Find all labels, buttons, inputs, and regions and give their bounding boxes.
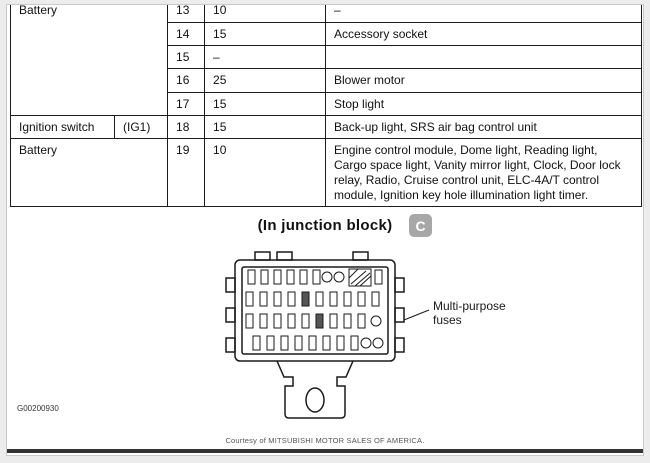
amperage-cell: 10	[205, 4, 326, 23]
fuse-number-cell: 17	[168, 93, 205, 116]
fuse-number-cell: 14	[168, 23, 205, 46]
figure-id: G00200930	[17, 404, 59, 413]
fuse-number-cell: 16	[168, 69, 205, 93]
amperage-cell: –	[205, 46, 326, 69]
fuse-number-cell: 18	[168, 116, 205, 139]
fuse-table	[10, 4, 642, 207]
amperage-cell: 25	[205, 69, 326, 93]
power-source-cell: Battery	[11, 4, 168, 116]
connector-cell: (IG1)	[115, 116, 168, 139]
circuit-cell: –	[326, 4, 642, 23]
multi-purpose-fuses-label: Multi-purpose	[433, 299, 506, 313]
page-bottom-rule	[7, 449, 643, 453]
document-page	[6, 4, 644, 456]
fuse-number-cell: 15	[168, 46, 205, 69]
diagram-header	[7, 214, 643, 238]
fuse-number-cell: 19	[168, 139, 205, 207]
amperage-cell: 15	[205, 116, 326, 139]
fuse-number-cell: 13	[168, 4, 205, 23]
circuit-cell: Accessory socket	[326, 23, 642, 46]
circuit-cell	[326, 46, 642, 69]
diagram-title: (In junction block)	[257, 217, 393, 234]
power-source-cell: Ignition switch	[11, 116, 115, 139]
table-row	[11, 116, 642, 139]
power-source-cell: Battery	[11, 139, 168, 207]
courtesy-line: Courtesy of MITSUBISHI MOTOR SALES OF AMERICA.	[225, 436, 425, 445]
circuit-cell: Stop light	[326, 93, 642, 116]
junction-block-diagram	[115, 250, 575, 422]
amperage-cell: 15	[205, 93, 326, 116]
multi-purpose-fuses-label-line2: fuses	[433, 313, 462, 327]
table-row	[11, 4, 642, 23]
amperage-cell: 15	[205, 23, 326, 46]
circuit-cell: Blower motor	[326, 69, 642, 93]
table-row	[11, 139, 642, 207]
fuse-slots	[246, 269, 383, 350]
amperage-cell: 10	[205, 139, 326, 207]
connector-housing	[226, 252, 404, 418]
circuit-cell: Engine control module, Dome light, Reading light, Cargo space light, Vanity mirror light, Clock, Door lock relay, Radio, Cruise control unit, ELC-4A/T control module, Ignition key hole illumination light timer.	[326, 139, 642, 207]
label-pointer-line	[404, 310, 429, 320]
circuit-cell: Back-up light, SRS air bag control unit	[326, 116, 642, 139]
callout-badge-c: C	[409, 214, 432, 237]
